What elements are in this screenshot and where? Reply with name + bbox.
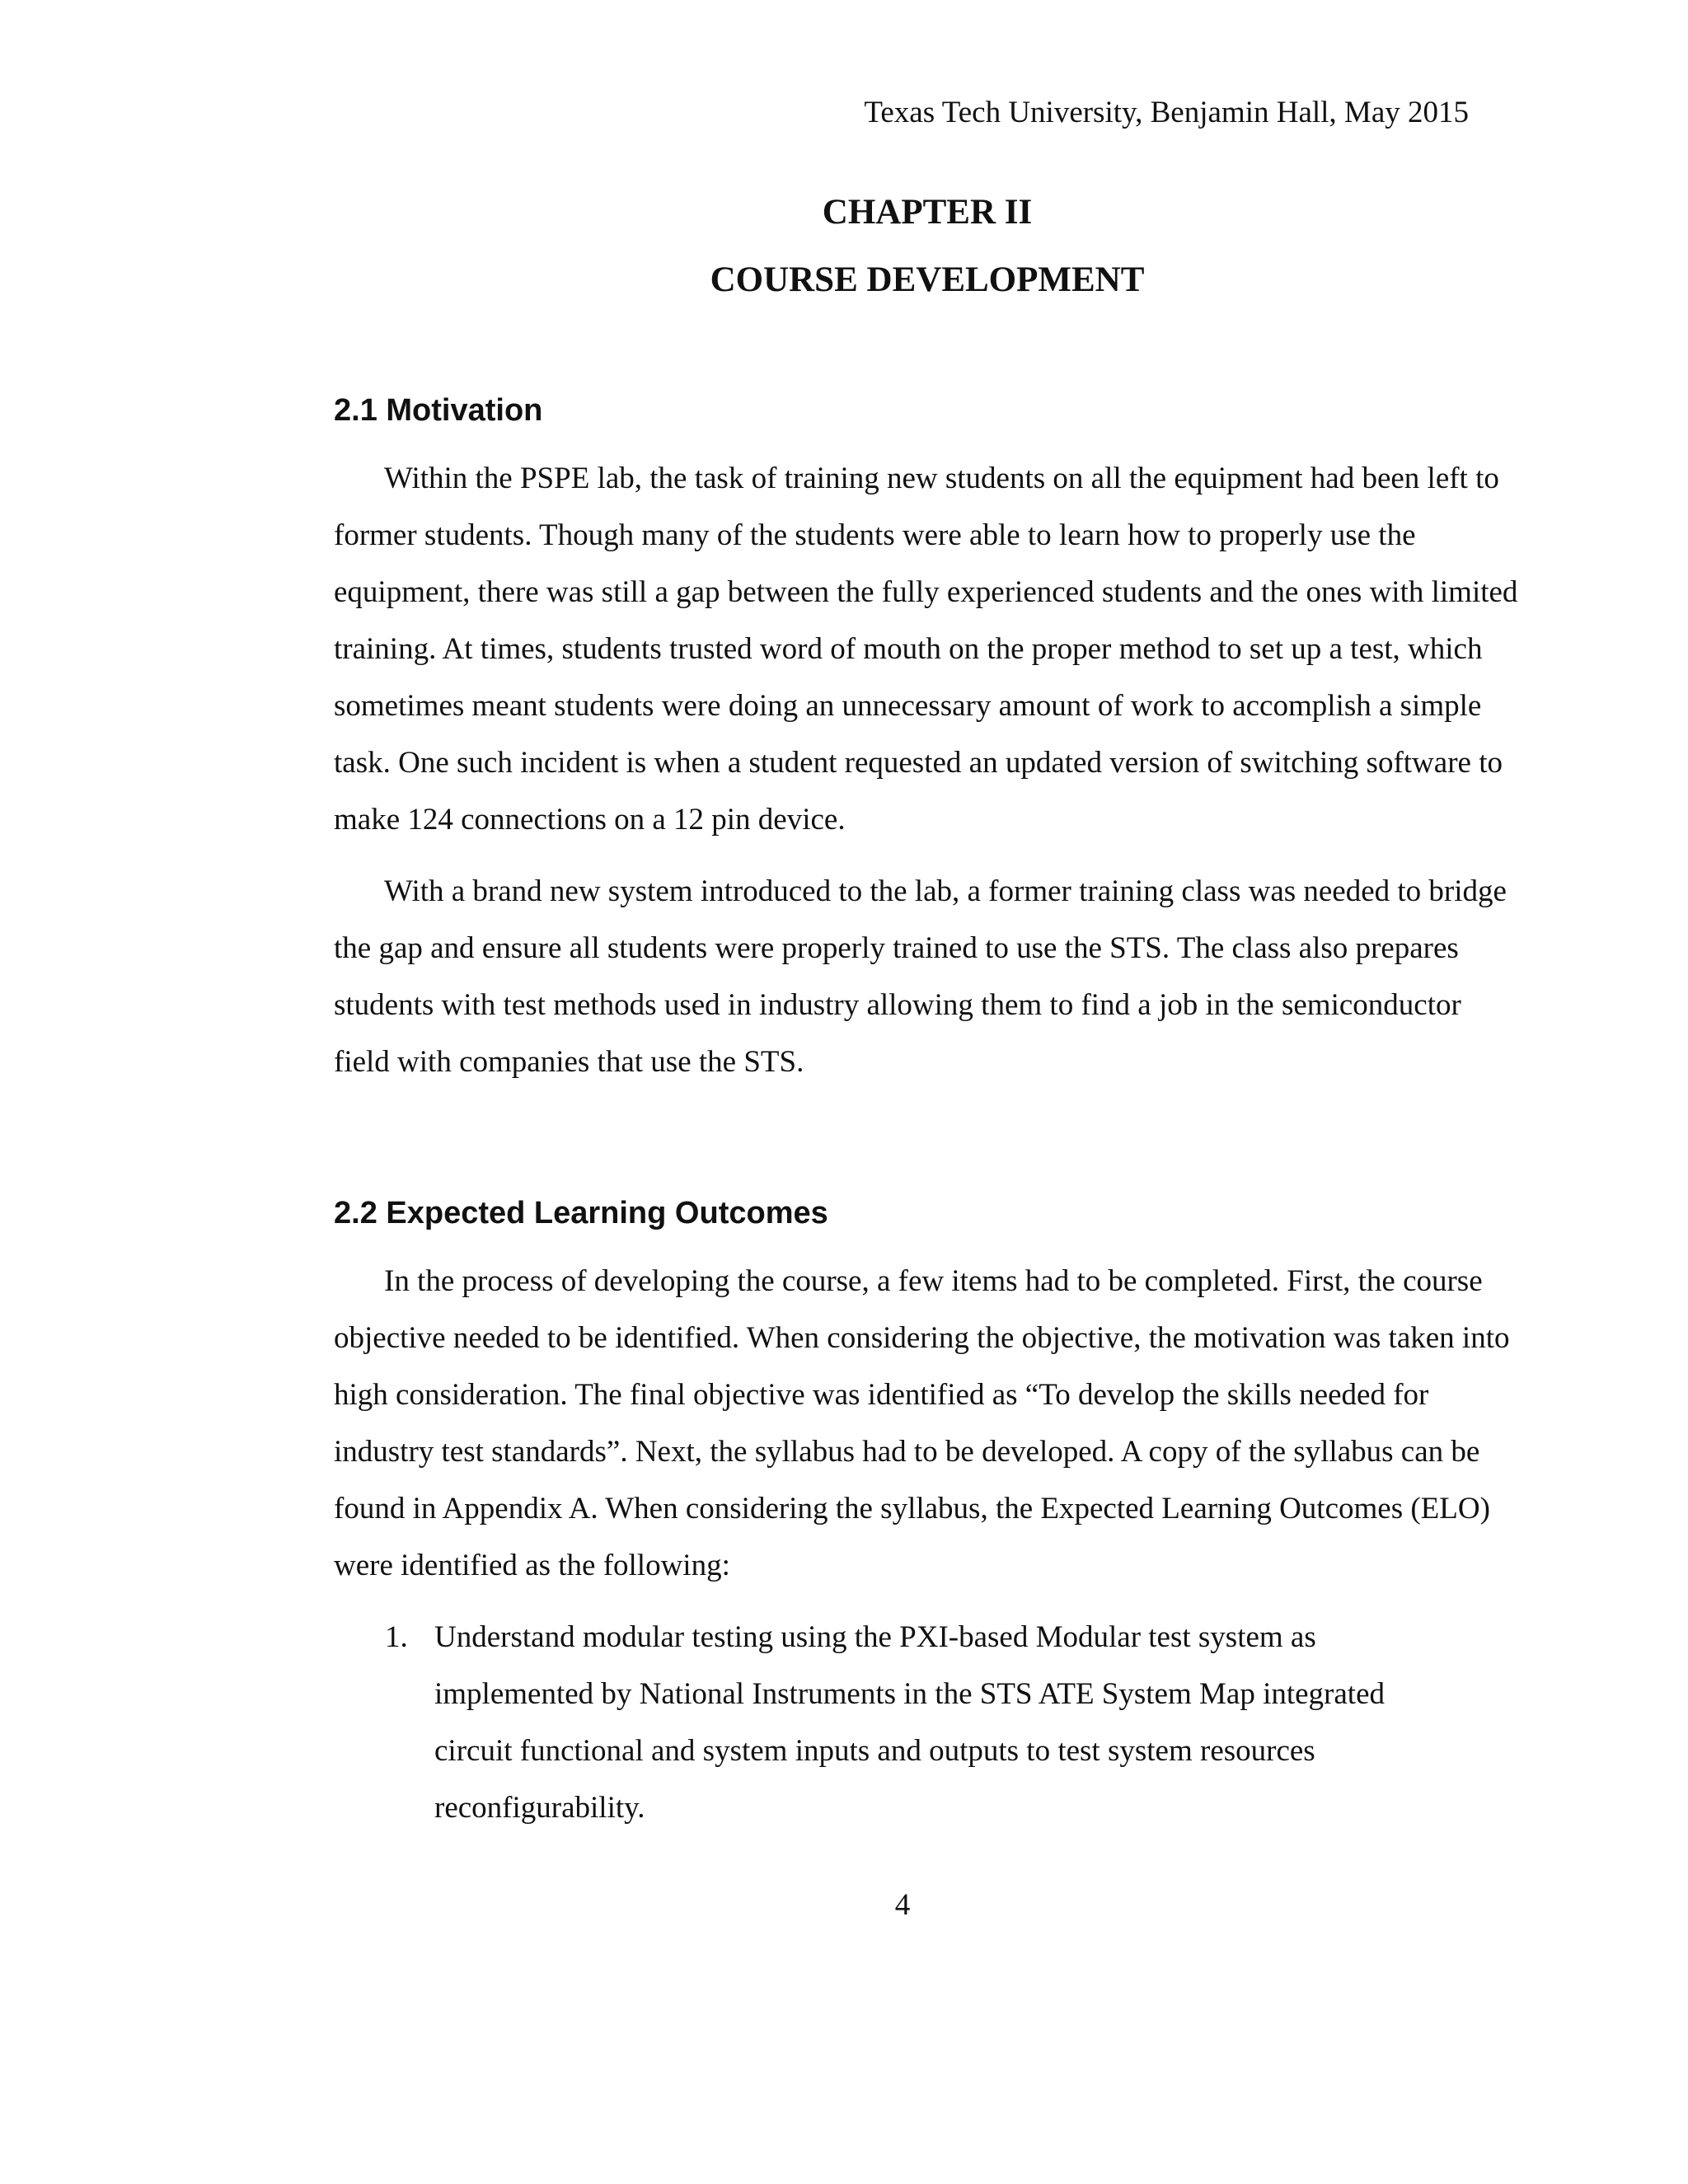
paragraph: Within the PSPE lab, the task of training new students on all the equipment had been left to former students. Though many of the students were able to learn how to properly use the equipment, there was still a gap between the fully experienced students and the ones with limited training. At times, students trusted word of mouth on the proper method to set up a test, which sometimes meant students were doing an unnecessary amount of work to accomplish a simple task. One such incident is when a student requested an updated version of switching software to make 124 connections on a 12 pin device. bbox=[334, 461, 1518, 837]
section-heading: 2.2 Expected Learning Outcomes bbox=[334, 1196, 828, 1230]
chapter-label: CHAPTER II bbox=[822, 193, 1033, 232]
chapter-header bbox=[334, 191, 1521, 301]
section-heading: 2.1 Motivation bbox=[334, 393, 543, 428]
section-expected-learning-outcomes bbox=[334, 1195, 1521, 1836]
page-number: 4 bbox=[894, 1888, 911, 1922]
section-motivation bbox=[334, 392, 1521, 1090]
running-head: Texas Tech University, Benjamin Hall, May 2015 bbox=[864, 96, 1469, 129]
list-item bbox=[334, 1609, 1521, 1836]
list-item-number: 1. bbox=[385, 1619, 408, 1654]
paragraph: With a brand new system introduced to the lab, a former training class was needed to bridge the gap and ensure all students were properly trained to use the STS. The class also prepares students with test methods used in industry allowing them to find a job in the semiconductor field with companies that use the STS. bbox=[334, 874, 1507, 1079]
list-item-text: Understand modular testing using the PXI-based Modular test system as implemented by National Instruments in the STS ATE System Map integrated circuit functional and system inputs and outputs to test system resources reconfigurability. bbox=[434, 1619, 1385, 1825]
paragraph: In the process of developing the course, a few items had to be completed. First, the course objective needed to be identified. When considering the objective, the motivation was taken into high consideration. The final objective was identified as “To develop the skills needed for industry test standards”. Next, the syllabus had to be developed. A copy of the syllabus can be found in Appendix A. When considering the syllabus, the Expected Learning Outcomes (ELO) were identified as the following: bbox=[334, 1263, 1510, 1582]
chapter-title: COURSE DEVELOPMENT bbox=[710, 260, 1145, 299]
outcome-list bbox=[334, 1609, 1521, 1836]
